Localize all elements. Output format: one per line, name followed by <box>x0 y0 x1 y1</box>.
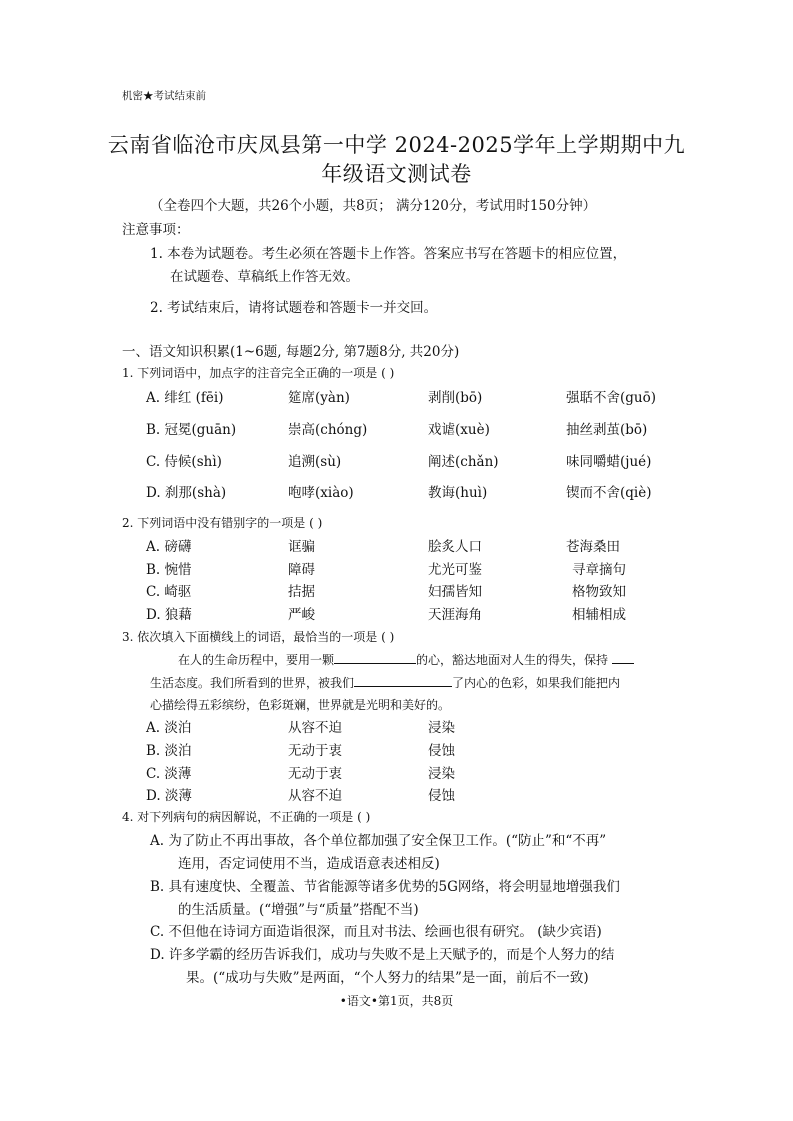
q4-option-c-line-1: C. 不但他在诗词方面造诣很深，而且对书法、绘画也很有研究。 (缺少宾语) <box>150 924 602 940</box>
q2-option-a-word-4: 苍海桑田 <box>566 539 620 555</box>
q1-option-d-word-4: 锲而不舍(qiè) <box>566 485 652 501</box>
q2-option-c-word-3: 妇孺皆知 <box>428 584 482 600</box>
q3-blank-2 <box>612 651 634 664</box>
q1-option-b-word-3: 戏谑(xuè) <box>428 422 490 438</box>
q2-option-d-word-3: 天涯海角 <box>428 607 482 623</box>
q3-option-a-word-2: 从容不迫 <box>288 720 342 736</box>
note-1-line-2: 在试题卷、草稿纸上作答无效。 <box>170 269 359 285</box>
q1-option-c-word-4: 味同嚼蜡(jué) <box>566 454 652 470</box>
q2-option-c-word-2: 拮据 <box>288 584 315 600</box>
question-3-passage-line-2 <box>150 674 620 691</box>
section-1-heading: 一、语文知识积累(1~6题, 每题2分, 第7题8分, 共20分) <box>122 344 460 360</box>
q4-option-b-line-1: B. 具有速度快、全覆盖、节省能源等诸多优势的5G网络，将会明显地增强我们 <box>150 879 620 895</box>
q3-passage-text-1a: 在人的生命历程中，要用一颗 <box>178 653 335 667</box>
q2-option-a-word-3: 脍炙人口 <box>428 539 482 555</box>
q1-option-c-word-3: 阐述(chǎn) <box>428 454 499 470</box>
q1-option-b-word-2: 崇高(chóng) <box>288 422 368 438</box>
q1-option-c: C. 侍候(shì) <box>146 454 222 470</box>
q3-option-b-word-3: 侵蚀 <box>428 743 455 759</box>
q3-option-b-word-2: 无动于衷 <box>288 743 342 759</box>
q4-option-d-line-1: D. 许多学霸的经历告诉我们，成功与失败不是上天赋予的，而是个人努力的结 <box>150 947 615 963</box>
exam-title-line-1: 云南省临沧市庆凤县第一中学 2024-2025学年上学期期中九 <box>107 133 686 157</box>
q1-option-b: B. 冠冕(guān) <box>146 422 237 438</box>
q2-option-b-word-3: 尤光可鉴 <box>428 562 482 578</box>
question-3-passage-line-3: 心描绘得五彩缤纷，色彩斑斓，世界就是光明和美好的。 <box>150 698 451 712</box>
q3-option-a: A. 淡泊 <box>146 720 192 736</box>
q1-option-b-word-4: 抽丝剥茧(bō) <box>566 422 648 438</box>
q3-passage-text-1b: 的心，豁达地面对人生的得失，保持 <box>416 653 609 667</box>
q1-option-d: D. 刹那(shà) <box>146 485 227 501</box>
q2-option-a-word-2: 诓骗 <box>288 539 315 555</box>
notes-heading: 注意事项： <box>122 222 190 238</box>
question-3-stem: 3. 依次填入下面横线上的词语，最恰当的一项是 ( ) <box>122 630 395 644</box>
q2-option-c-word-4: 格物致知 <box>572 584 626 600</box>
q1-option-a-word-2: 筵席(yàn) <box>288 390 350 406</box>
q1-option-a: A. 绯红 (fēi) <box>146 390 224 406</box>
question-1-stem: 1. 下列词语中，加点字的注音完全正确的一项是 ( ) <box>122 366 395 380</box>
confidential-label: 机密★考试结束前 <box>122 90 206 102</box>
question-2-stem: 2. 下列词语中没有错别字的一项是 ( ) <box>122 516 323 530</box>
q2-option-d-word-2: 严峻 <box>288 607 315 623</box>
q3-option-d-word-3: 侵蚀 <box>428 788 455 804</box>
question-4-stem: 4. 对下列病句的病因解说，不正确的一项是 ( ) <box>122 810 371 824</box>
q3-blank-3 <box>354 674 452 687</box>
q3-passage-text-2a: 生活态度。我们所看到的世界，被我们 <box>150 676 355 690</box>
q4-option-d-line-2: 果。(“成功与失败”是两面，“个人努力的结果”是一面，前后不一致) <box>186 970 589 986</box>
q4-option-a-line-2: 连用，否定词使用不当，造成语意表述相反) <box>178 856 440 872</box>
note-1-line-1: 1. 本卷为试题卷。考生必须在答题卡上作答。答案应书写在答题卡的相应位置， <box>150 246 627 262</box>
note-2: 2. 考试结束后，请将试题卷和答题卡一并交回。 <box>150 300 438 316</box>
q3-blank-1 <box>334 651 416 664</box>
q3-option-c-word-2: 无动于衷 <box>288 766 342 782</box>
q2-option-b: B. 惋惜 <box>146 562 192 578</box>
q4-option-a-line-1: A. 为了防止不再出事故，各个单位都加强了安全保卫工作。(“防止”和“不再” <box>150 833 607 849</box>
exam-title-line-2: 年级语文测试卷 <box>321 162 472 186</box>
q3-passage-text-2b: 了内心的色彩，如果我们能把内 <box>452 676 621 690</box>
exam-info: （全卷四个大题，共26个小题，共8页； 满分120分，考试用时150分钟） <box>150 198 597 214</box>
q3-option-c-word-3: 浸染 <box>428 766 455 782</box>
q1-option-a-word-4: 强聒不舍(guō) <box>566 390 656 406</box>
q3-option-a-word-3: 浸染 <box>428 720 455 736</box>
q2-option-d: D. 狼藉 <box>146 607 192 623</box>
q2-option-a: A. 磅礴 <box>146 539 192 555</box>
question-3-passage-line-1 <box>178 651 634 668</box>
q1-option-d-word-2: 咆哮(xiào) <box>288 485 354 501</box>
q2-option-d-word-4: 相辅相成 <box>572 607 626 623</box>
q4-option-b-line-2: 的生活质量。(“增强”与“质量”搭配不当) <box>178 902 419 918</box>
q1-option-c-word-2: 追溯(sù) <box>288 454 342 470</box>
q2-option-b-word-4: 寻章摘句 <box>572 562 626 578</box>
q2-option-c: C. 崎驱 <box>146 584 192 600</box>
q1-option-d-word-3: 教诲(huì) <box>428 485 488 501</box>
q1-option-a-word-3: 剥削(bō) <box>428 390 483 406</box>
q3-option-d: D. 淡薄 <box>146 788 192 804</box>
page-footer: •语文•第1页，共8页 <box>339 994 454 1008</box>
q3-option-c: C. 淡薄 <box>146 766 192 782</box>
q3-option-d-word-2: 从容不迫 <box>288 788 342 804</box>
q2-option-b-word-2: 障碍 <box>288 562 315 578</box>
q3-option-b: B. 淡泊 <box>146 743 192 759</box>
